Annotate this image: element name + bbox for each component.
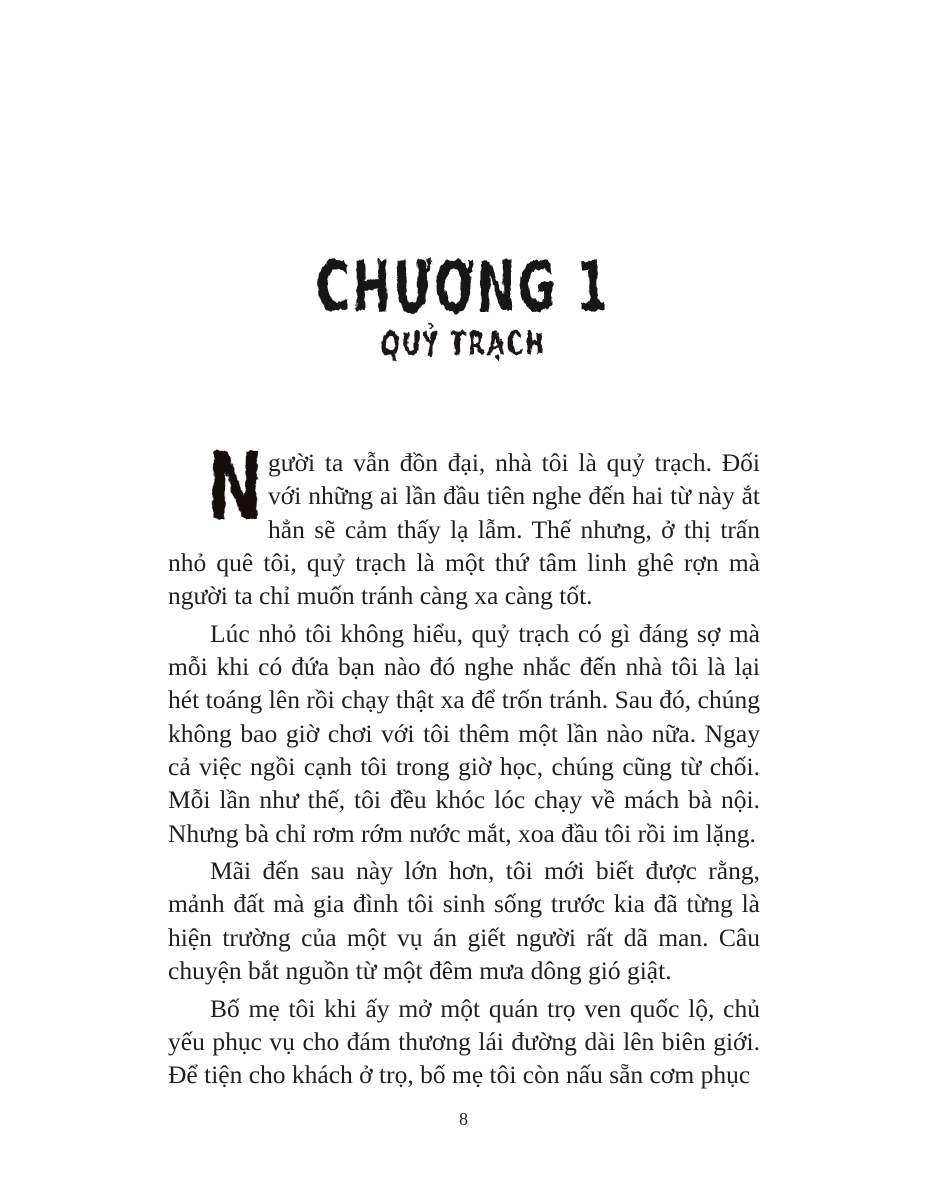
chapter-number-heading: CHƯƠNG 1	[316, 248, 611, 328]
chapter-heading	[0, 248, 927, 363]
body-text-block	[168, 433, 760, 1096]
paragraph-text: gười ta vẫn đồn đại, nhà tôi là quỷ trạch. Đối với những ai lần đầu tiên nghe đến hai từ này ắt hẳn sẽ cảm thấy lạ lẫm. Thế nhưng, ở thị trấn nhỏ quê tôi, quỷ trạch là một thứ tâm linh ghê rợn mà người ta chỉ muốn tránh càng xa càng tốt.	[168, 448, 760, 611]
page-number: 8	[459, 1109, 468, 1129]
paragraph: Lúc nhỏ tôi không hiểu, quỷ trạch có gì đáng sợ mà mỗi khi có đứa bạn nào đó nghe nhắc đến nhà tôi là lại hét toáng lên rồi chạy thật xa để trốn tránh. Sau đó, chúng không bao giờ chơi với tôi thêm một lần nào nữa. Ngay cả việc ngồi cạnh tôi trong giờ học, chúng cũng từ chối. Mỗi lần như thế, tôi đều khóc lóc chạy về mách bà nội. Nhưng bà chỉ rơm rớm nước mắt, xoa đầu tôi rồi im lặng.	[168, 618, 760, 848]
chapter-title-heading: QUỶ TRẠCH	[380, 326, 547, 363]
paragraph: Bố mẹ tôi khi ấy mở một quán trọ ven quốc lộ, chủ yếu phục vụ cho đám thương lái đường dài lên biên giới. Để tiện cho khách ở trọ, bố mẹ tôi còn nấu sẵn cơm phục	[168, 993, 760, 1090]
paragraph: Mãi đến sau này lớn hơn, tôi mới biết được rằng, mảnh đất mà gia đình tôi sinh sống trước kia đã từng là hiện trường của một vụ án giết người rất dã man. Câu chuyện bắt nguồn từ một đêm mưa dông gió giật.	[168, 856, 760, 986]
paragraph	[168, 433, 760, 613]
drop-cap: N	[205, 433, 265, 542]
